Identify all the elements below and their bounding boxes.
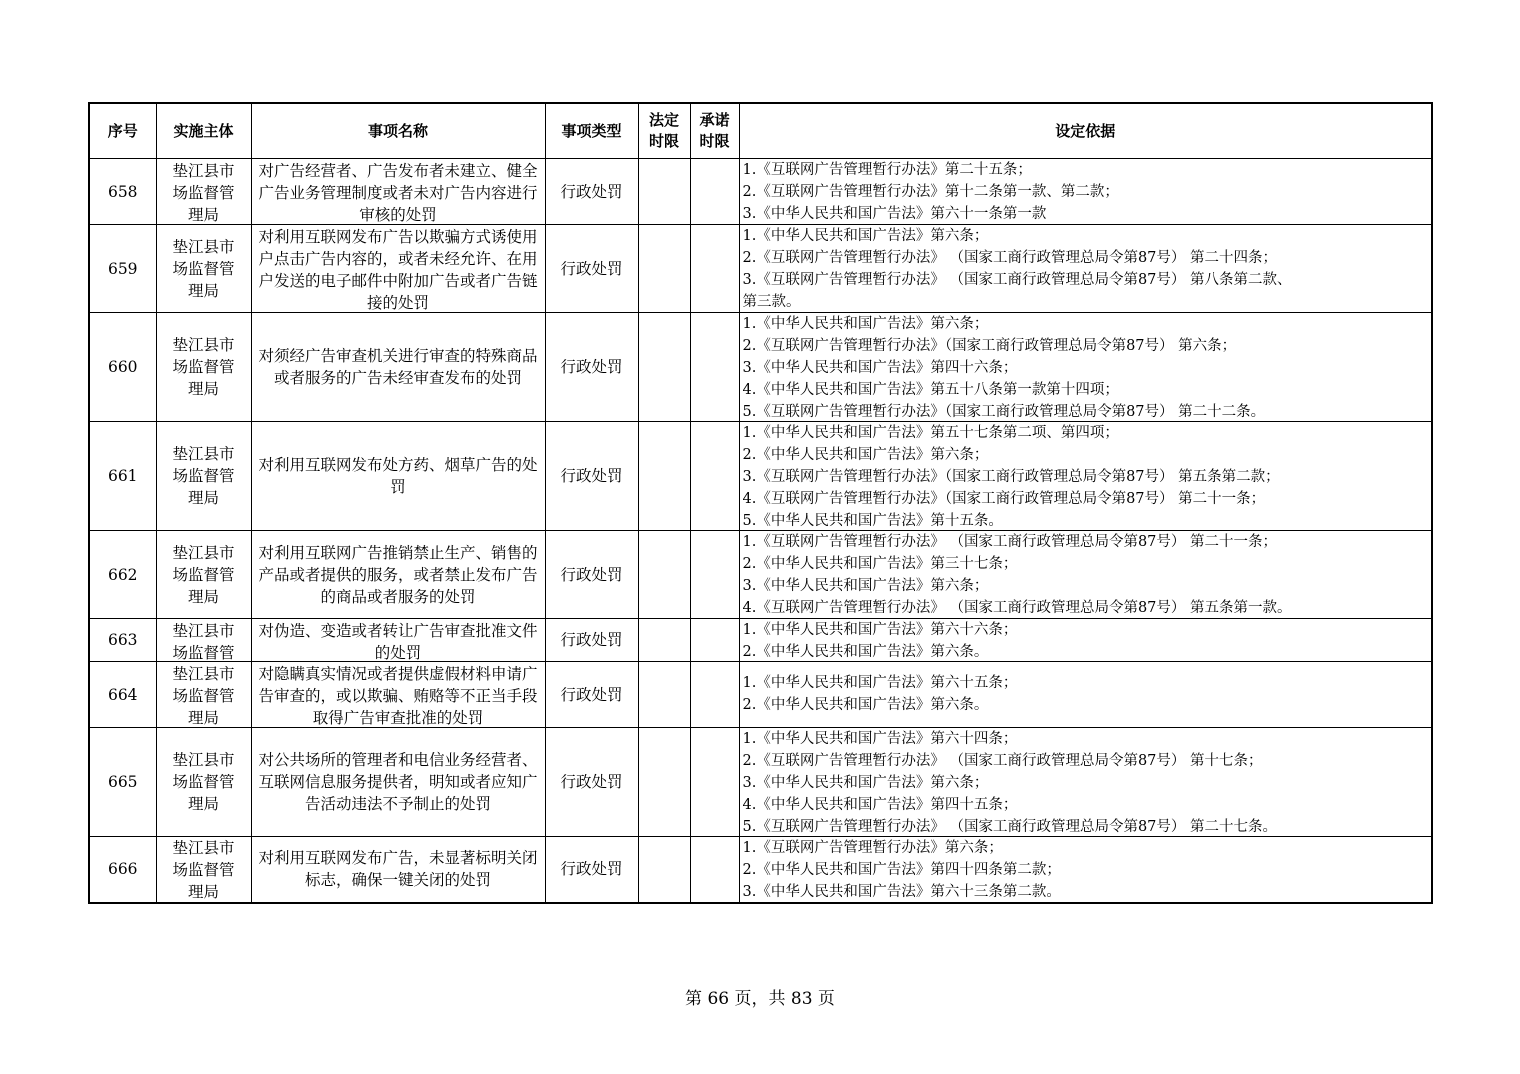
row-number: 660 — [89, 313, 156, 422]
row-name — [251, 422, 545, 531]
row-promise-limit — [690, 422, 739, 531]
row-number: 661 — [89, 422, 156, 531]
row-basis — [739, 313, 1432, 422]
row-legal-limit — [638, 619, 690, 662]
row-type: 行政处罚 — [545, 159, 638, 225]
page-footer: 第 66 页，共 83 页 — [685, 989, 835, 1009]
row-type: 行政处罚 — [545, 225, 638, 313]
row-promise-limit — [690, 728, 739, 837]
table-row — [89, 313, 1432, 422]
row-type: 行政处罚 — [545, 662, 638, 728]
row-name-text: 对隐瞒真实情况或者提供虚假材料申请广告审查的，或以欺骗、贿赂等不正当手段取得广告审查批准的处罚 — [258, 664, 538, 727]
row-number: 662 — [89, 531, 156, 619]
basis-line: 1.《互联网广告管理暂行办法》 （国家工商行政管理总局令第87号） 第二十一条； — [742, 534, 1278, 550]
basis-line: 3.《互联网广告管理暂行办法》 （国家工商行政管理总局令第87号） 第八条第二款、 — [742, 272, 1292, 288]
basis-line: 4.《互联网广告管理暂行办法》 （国家工商行政管理总局令第87号） 第五条第一款。 — [742, 600, 1292, 616]
row-org — [156, 422, 251, 531]
row-type: 行政处罚 — [545, 728, 638, 837]
row-basis — [739, 837, 1432, 903]
row-name-text: 对伪造、变造或者转让广告审查批准文件的处罚 — [258, 621, 538, 661]
basis-line: 3.《中华人民共和国广告法》第六十三条第二款。 — [742, 884, 1061, 900]
row-type: 行政处罚 — [545, 313, 638, 422]
row-basis — [739, 225, 1432, 313]
row-type: 行政处罚 — [545, 619, 638, 662]
row-promise-limit — [690, 313, 739, 422]
row-basis — [739, 728, 1432, 837]
basis-line: 1.《中华人民共和国广告法》第六十四条； — [742, 731, 1018, 747]
basis-line: 1.《中华人民共和国广告法》第六条； — [742, 316, 989, 332]
row-org-text: 垫江县市场监督管理局 — [172, 237, 235, 300]
table-row — [89, 422, 1432, 531]
basis-line: 3.《互联网广告管理暂行办法》（国家工商行政管理总局令第87号） 第五条第二款； — [742, 469, 1280, 485]
row-promise-limit — [690, 837, 739, 903]
table-row — [89, 225, 1432, 313]
row-name-text: 对公共场所的管理者和电信业务经营者、互联网信息服务提供者，明知或者应知广告活动违法不予制止的处罚 — [258, 751, 538, 813]
row-name — [251, 531, 545, 619]
row-number: 664 — [89, 662, 156, 728]
row-name-text: 对利用互联网广告推销禁止生产、销售的产品或者提供的服务，或者禁止发布广告的商品或者服务的处罚 — [258, 543, 538, 606]
row-promise-limit — [690, 662, 739, 728]
row-name — [251, 159, 545, 225]
table-row — [89, 159, 1432, 225]
row-name — [251, 662, 545, 728]
table-row — [89, 531, 1432, 619]
row-name — [251, 837, 545, 903]
basis-line: 1.《互联网广告管理暂行办法》第二十五条； — [742, 162, 1032, 178]
row-org-text: 垫江县市场监督管理局 — [172, 751, 235, 813]
basis-line: 2.《中华人民共和国广告法》第六条。 — [742, 644, 989, 660]
basis-line: 2.《互联网广告管理暂行办法》 （国家工商行政管理总局令第87号） 第十七条； — [742, 753, 1263, 769]
basis-line: 3.《中华人民共和国广告法》第六条； — [742, 578, 989, 594]
row-number: 658 — [89, 159, 156, 225]
basis-line: 4.《互联网广告管理暂行办法》（国家工商行政管理总局令第87号） 第二十一条； — [742, 491, 1266, 507]
header-org: 实施主体 — [156, 103, 251, 159]
basis-line: 2.《中华人民共和国广告法》第四十四条第二款； — [742, 862, 1061, 878]
row-org-text: 垫江县市场监督管理局 — [172, 336, 235, 398]
basis-line: 4.《中华人民共和国广告法》第四十五条； — [742, 797, 1018, 813]
row-org-text: 垫江县市场监督管理局 — [172, 161, 235, 224]
row-number: 659 — [89, 225, 156, 313]
row-promise-limit — [690, 531, 739, 619]
table-body — [89, 159, 1432, 903]
row-name-text: 对须经广告审查机关进行审查的特殊商品或者服务的广告未经审查发布的处罚 — [258, 347, 538, 387]
row-name-text: 对利用互联网发布广告以欺骗方式诱使用户点击广告内容的，或者未经允许、在用户发送的电子邮件中附加广告或者广告链接的处罚 — [258, 227, 538, 312]
row-basis — [739, 422, 1432, 531]
basis-line: 第三款。 — [742, 294, 801, 310]
regulation-table — [88, 102, 1433, 904]
row-org — [156, 619, 251, 662]
header-promise-limit: 承诺时限 — [690, 103, 739, 159]
row-legal-limit — [638, 422, 690, 531]
row-type: 行政处罚 — [545, 422, 638, 531]
row-number: 666 — [89, 837, 156, 903]
row-org-text: 垫江县市场监督管 — [172, 621, 235, 661]
basis-line: 3.《中华人民共和国广告法》第六十一条第一款 — [742, 206, 1047, 222]
row-basis — [739, 662, 1432, 728]
basis-line: 2.《互联网广告管理暂行办法》第十二条第一款、第二款； — [742, 184, 1119, 200]
row-legal-limit — [638, 313, 690, 422]
basis-line: 1.《中华人民共和国广告法》第六十六条； — [742, 622, 1018, 638]
row-name-text: 对广告经营者、广告发布者未建立、健全广告业务管理制度或者未对广告内容进行审核的处罚 — [258, 161, 538, 224]
header-no: 序号 — [89, 103, 156, 159]
header-type: 事项类型 — [545, 103, 638, 159]
row-promise-limit — [690, 159, 739, 225]
basis-line: 5.《互联网广告管理暂行办法》 （国家工商行政管理总局令第87号） 第二十七条。 — [742, 819, 1278, 835]
row-legal-limit — [638, 531, 690, 619]
table-row — [89, 662, 1432, 728]
row-org — [156, 837, 251, 903]
basis-line: 3.《中华人民共和国广告法》第四十六条； — [742, 360, 1018, 376]
basis-line: 5.《中华人民共和国广告法》第十五条。 — [742, 513, 1003, 529]
row-type: 行政处罚 — [545, 531, 638, 619]
row-org-text: 垫江县市场监督管理局 — [172, 543, 235, 606]
basis-line: 1.《中华人民共和国广告法》第六十五条； — [742, 675, 1018, 691]
row-legal-limit — [638, 728, 690, 837]
basis-line: 2.《中华人民共和国广告法》第六条； — [742, 447, 989, 463]
row-org — [156, 662, 251, 728]
row-org-text: 垫江县市场监督管理局 — [172, 664, 235, 727]
basis-line: 1.《中华人民共和国广告法》第六条； — [742, 228, 989, 244]
row-org-text: 垫江县市场监督管理局 — [172, 445, 235, 507]
table-row — [89, 619, 1432, 662]
header-legal-limit: 法定时限 — [638, 103, 690, 159]
row-type: 行政处罚 — [545, 837, 638, 903]
row-promise-limit — [690, 619, 739, 662]
row-basis — [739, 531, 1432, 619]
basis-line: 1.《互联网广告管理暂行办法》第六条； — [742, 840, 1003, 856]
row-legal-limit — [638, 159, 690, 225]
basis-line: 4.《中华人民共和国广告法》第五十八条第一款第十四项； — [742, 382, 1119, 398]
row-basis — [739, 159, 1432, 225]
row-name-text: 对利用互联网发布处方药、烟草广告的处罚 — [258, 456, 538, 496]
row-legal-limit — [638, 837, 690, 903]
row-number: 663 — [89, 619, 156, 662]
row-org — [156, 159, 251, 225]
row-basis — [739, 619, 1432, 662]
basis-line: 2.《互联网广告管理暂行办法》（国家工商行政管理总局令第87号） 第六条； — [742, 338, 1237, 354]
row-org — [156, 728, 251, 837]
row-org-text: 垫江县市场监督管理局 — [172, 839, 235, 902]
row-org — [156, 313, 251, 422]
row-name-text: 对利用互联网发布广告，未显著标明关闭标志，确保一键关闭的处罚 — [258, 849, 538, 890]
row-org — [156, 225, 251, 313]
basis-line: 2.《中华人民共和国广告法》第六条。 — [742, 697, 989, 713]
header-basis: 设定依据 — [739, 103, 1432, 159]
table-row — [89, 837, 1432, 903]
row-promise-limit — [690, 225, 739, 313]
row-legal-limit — [638, 662, 690, 728]
row-number: 665 — [89, 728, 156, 837]
row-name — [251, 313, 545, 422]
row-name — [251, 619, 545, 662]
basis-line: 2.《互联网广告管理暂行办法》 （国家工商行政管理总局令第87号） 第二十四条； — [742, 250, 1278, 266]
header-name: 事项名称 — [251, 103, 545, 159]
basis-line: 2.《中华人民共和国广告法》第三十七条； — [742, 556, 1018, 572]
basis-line: 1.《中华人民共和国广告法》第五十七条第二项、第四项； — [742, 425, 1119, 441]
basis-line: 3.《中华人民共和国广告法》第六条； — [742, 775, 989, 791]
row-name — [251, 728, 545, 837]
row-name — [251, 225, 545, 313]
table-header-row — [89, 103, 1432, 159]
row-org — [156, 531, 251, 619]
table-row — [89, 728, 1432, 837]
basis-line: 5.《互联网广告管理暂行办法》（国家工商行政管理总局令第87号） 第二十二条。 — [742, 404, 1266, 420]
row-legal-limit — [638, 225, 690, 313]
